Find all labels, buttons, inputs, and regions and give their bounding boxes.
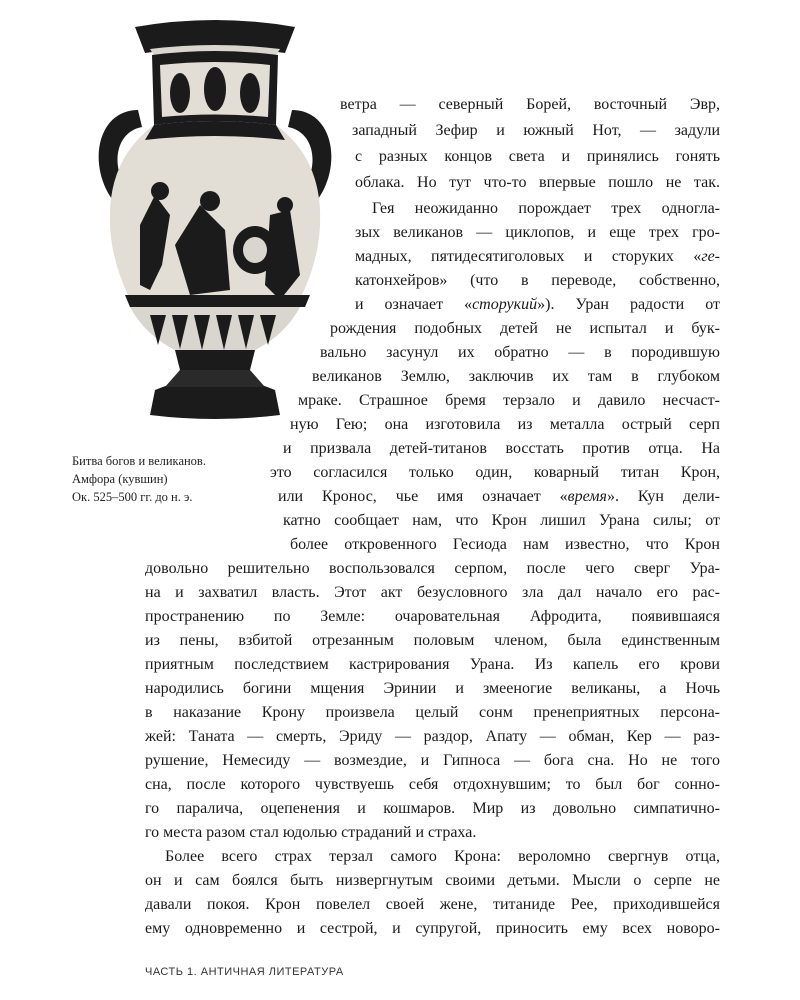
italic-text: ге-: [701, 248, 720, 265]
text-run: мадных, пятидесятиголовых и сторуких «: [355, 248, 702, 265]
caption-line: Амфора (кувшин): [72, 472, 168, 486]
text-line: Гея неожиданно порождает трех одногла-: [372, 200, 720, 217]
amphora-vase-illustration: [80, 15, 350, 433]
text-line: рождения подобных детей не испытал и бук-: [330, 320, 720, 337]
text-line: го места разом стал юдолью страданий и страха.: [145, 824, 477, 841]
text-run: ». Кун дели-: [606, 488, 720, 505]
text-line: катонхейров» (что в переводе, собственно,: [355, 272, 720, 289]
text-line: облака. Но тут что-то впервые пошло не так.: [355, 174, 720, 191]
caption-line: Битва богов и великанов.: [72, 454, 206, 468]
text-line: великанов Землю, заключив их там в глубоком: [312, 368, 720, 385]
caption-line: Ок. 525–500 гг. до н. э.: [72, 490, 193, 504]
running-footer: ЧАСТЬ 1. АНТИЧНАЯ ЛИТЕРАТУРА: [145, 966, 344, 978]
text-line: [355, 294, 720, 316]
text-line: катно сообщает нам, что Крон лишил Урана силы; от: [283, 512, 720, 529]
text-line: Более всего страх терзал самого Крона: вероломно свергнув отца,: [165, 848, 720, 865]
text-line: рушение, Немесиду — возмездие, и Гипноса — бога сна. Но не того: [145, 752, 720, 769]
italic-text: сторукий: [472, 296, 538, 313]
italic-text: время: [567, 488, 607, 505]
text-line: [278, 486, 720, 508]
text-line: приятным последствием кастрирования Урана. Из капель его крови: [145, 656, 720, 673]
text-line: ную Гею; она изготовила из металла острый серп: [290, 416, 720, 433]
text-line: это согласился только один, коварный титан Крон,: [270, 464, 720, 481]
text-line: сна, после которого чувствуешь себя отдохнувшим; то был бог сонно-: [145, 776, 720, 793]
text-run: или Кронос, чье имя означает «: [278, 488, 568, 505]
text-line: [355, 246, 720, 268]
text-line: довольно решительно воспользовался серпом, после чего сверг Ура-: [145, 560, 720, 577]
text-line: он и сам боялся быть низвергнутым своими детьми. Мысли о серпе не: [145, 872, 720, 889]
text-line: в наказание Крону произвела целый сонм пренеприятных персона-: [145, 704, 720, 721]
text-line: с разных концов света и принялись гонять: [355, 148, 720, 165]
text-run: »). Уран радости от: [537, 296, 720, 313]
image-caption: [72, 452, 272, 506]
text-line: жей: Таната — смерть, Эриду — раздор, Апату — обман, Кер — раз-: [145, 728, 720, 745]
text-line: из пены, взбитой отрезанным половым членом, была единственным: [145, 632, 720, 649]
text-line: мраке. Страшное бремя терзало и давило несчаст-: [298, 392, 720, 409]
text-line: более откровенного Гесиода нам известно, что Крон: [290, 536, 720, 553]
text-run: и означает «: [355, 296, 473, 313]
text-line: западный Зефир и южный Нот, — задули: [352, 122, 720, 139]
text-line: ветра — северный Борей, восточный Эвр,: [340, 96, 720, 113]
text-line: на и захватил власть. Этот акт безусловного зла дал начало его рас-: [145, 584, 720, 601]
text-line: давали покоя. Крон повелел своей жене, титаниде Рее, приходившейся: [145, 896, 720, 913]
text-line: пространению по Земле: очаровательная Афродита, появившаяся: [145, 608, 720, 625]
text-line: и призвала детей-титанов восстать против отца. На: [283, 440, 720, 457]
text-line: го паралича, оцепенения и кошмаров. Мир из довольно симпатично-: [145, 800, 720, 817]
text-line: зых великанов — циклопов, и еще трех гро-: [355, 224, 720, 241]
text-line: народились богини мщения Эринии и змееногие великаны, а Ночь: [145, 680, 720, 697]
text-line: вально засунул их обратно — в породившую: [320, 344, 720, 361]
text-line: ему одновременно и сестрой, и супругой, приносить ему всех новоро-: [145, 920, 720, 937]
